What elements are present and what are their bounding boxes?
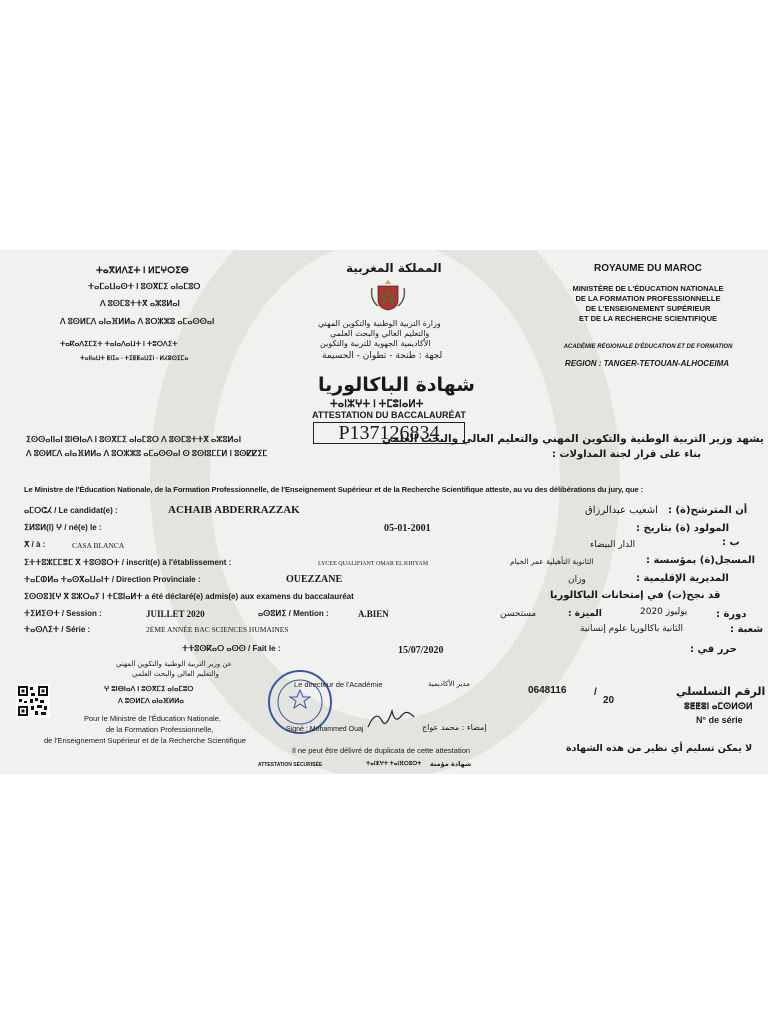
signed-ar: إمضاء : محمد عواج: [422, 723, 487, 732]
done-label-ar: حرر في :: [690, 644, 737, 655]
signed-fr: Signé : Mohammed Ouaj: [286, 726, 364, 733]
done-label-tif: ⵜⵜⵓⵙⴽⴰⵔ ⴰⵙⵙ /: [182, 644, 251, 653]
secured-tif: ⵜⴰⵏⵣⵖⵜ ⵜⴰⵏⴼⵔⵓⵔⵜ: [366, 761, 422, 767]
candidate-value: ACHAIB ABDERRAZZAK: [168, 504, 300, 516]
school-value: LYCEE QUALIFIANT OMAR EL KHIYAM: [318, 561, 429, 567]
intro-tif-l2: ⴷ ⵓⵙⵍⵎⴷ ⴰⵏⴰⴼⵍⵍⴰ ⴷ ⵓⵔⵣⵣⵓ ⴰⵎⴰⵙⵙⴰⵏ ⵙ ⵓⵙⵏⵓⵎⵎⵍ ⵏ ⵓⵙⵇⵇⵉⵎ: [26, 449, 268, 458]
candidate-label: [24, 507, 118, 515]
admitted-label-ar: قد نجح(ت) في إمتحانات الباكالوريا: [550, 590, 721, 601]
place-label-ar: ب :: [722, 537, 740, 548]
serial-label-fr: N° de série: [696, 715, 743, 725]
done-value: 15/07/2020: [398, 645, 444, 656]
mention-value: A.BIEN: [358, 609, 389, 619]
school-label: [24, 559, 231, 567]
born-label: [24, 524, 102, 532]
region-fr: REGION : TANGER-TETOUAN-ALHOCEIMA: [564, 359, 730, 368]
footer-left-ar-l2: والتعليم العالي والبحث العلمي: [132, 670, 219, 678]
academy-ar: الأكاديمية الجهوية للتربية والتكوين: [320, 339, 431, 348]
series-label-fr: Série :: [65, 625, 91, 634]
mention-value-ar: مستحسن: [500, 609, 537, 619]
ministry-ar-l1: وزارة التربية الوطنية والتكوين المهني: [318, 319, 441, 328]
footer-left-fr-l3: de l'Enseignement Supérieur et de la Recherche Scientifique: [44, 736, 246, 745]
left-tif-l4: ⴷ ⵓⵙⵍⵎⴷ ⴰⵏⴰⴼⵍⵍⴰ ⴷ ⵓⵔⵣⵣⵓ ⴰⵎⴰⵙⵙⴰⵏ: [60, 317, 215, 326]
direction-label-ar: المديرية الإقليمية :: [636, 573, 729, 584]
born-label-tif: ⵉⵍⵓⵍ(ⵏ) ⵖ /: [24, 523, 67, 532]
session-value: JUILLET 2020: [146, 609, 205, 619]
intro-ar-l1: يشهد وزير التربية الوطنية والتكوين المهني والتعليم العالي والبحث العلمي: [382, 433, 764, 445]
session-value-ar: يوليوز 2020: [640, 607, 688, 617]
candidate-label-ar: أن المترشح(ة) :: [668, 505, 748, 516]
born-value: 05-01-2001: [384, 523, 431, 534]
done-label: [182, 645, 281, 653]
intro-tif-l1: ⵉⵙⵙⴰⵏⵏⴰⵏ ⵓⵏⴱⵏⴰⴷ ⵏ ⵓⵙⴳⵎⵉ ⴰⵏⴰⵎⵓⵔ ⴷ ⵓⵙⵎⵓⵜⵜⴳ ⴰⵣⵓⵍⴰⵏ: [26, 435, 242, 444]
academy-fr: ACADÉMIE RÉGIONALE D'ÉDUCATION ET DE FORMATION: [563, 344, 733, 350]
school-value-ar: الثانوية التأهيلية عمر الخيام: [510, 557, 594, 566]
born-label-ar: المولود (ة) بتاريخ :: [636, 523, 730, 534]
school-label-ar: المسجل(ة) بمؤسسة :: [646, 555, 756, 566]
admitted-label-tif: ⵉⵙⵙⵓⴼⵖ ⴳ ⵓⵣⵔⴰⵢ ⵏ ⵜⵎⵓⵏⴰⵍⵜ: [24, 592, 143, 601]
title-tifinagh: ⵜⴰⵏⵣⵖⵜ ⵏ ⵜⵎⵓⵏⴰⵍⵜ: [330, 399, 424, 410]
admitted-label: [24, 593, 354, 601]
serial-label-tif: ⵓⵟⵟⵓⵏ ⴰⵎⵙⵍⵙⵍ: [684, 701, 753, 711]
session-label-ar: دورة :: [716, 609, 747, 620]
ministry-fr-l2: DE LA FORMATION PROFESSIONNELLE: [575, 294, 721, 303]
footer-left-tif-l1: ⵖ ⵓⵏⴱⵏⴰⴷ ⵏ ⵓⵙⴳⵎⵉ ⴰⵏⴰⵎⵓⵔ: [104, 686, 194, 693]
intro-ar-l2: بناء على قرار لجنة المداولات :: [552, 449, 702, 460]
blank-area: [0, 774, 768, 1024]
series-value-ar: الثانية باكالوريا علوم إنسانية: [580, 624, 683, 634]
series-label: [24, 626, 90, 634]
done-label-fr: Fait le :: [252, 644, 281, 653]
serial-label-ar: الرقم التسلسلي: [676, 685, 766, 698]
direction-value: OUEZZANE: [286, 574, 343, 585]
series-label-tif: ⵜⴰⵙⴷⵉⵜ /: [24, 625, 64, 634]
left-tif-l3: ⴷ ⵓⵙⵎⵓⵜⵜⴳ ⴰⵣⵓⵍⴰⵏ: [100, 299, 180, 308]
direction-label-fr: Direction Provinciale :: [116, 575, 201, 584]
mention-label-ar: الميزة :: [568, 609, 602, 619]
mention-label-tif: ⴰⵙⵓⵍⵉ /: [258, 609, 291, 618]
admitted-label-fr: a été déclaré(e) admis(e) aux examens du baccalauréat: [144, 592, 354, 601]
school-label-fr: inscrit(e) à l'établissement :: [126, 558, 232, 567]
place-label-fr: à :: [35, 540, 46, 549]
session-label-tif: ⵜⵉⵍⵉⵙⵜ /: [24, 609, 64, 618]
title-ar: شهادة الباكالوريا: [318, 374, 475, 396]
signature-icon: [366, 705, 416, 735]
ministry-fr-l3: DE L'ENSEIGNEMENT SUPÉRIEUR: [585, 304, 711, 313]
session-label-fr: Session :: [66, 609, 102, 618]
duplicate-ar: لا يمكن تسليم أي نظير من هذه الشهادة: [566, 743, 753, 754]
series-label-ar: شعبة :: [730, 624, 764, 635]
attestation-number: P137126834: [313, 422, 465, 444]
region-ar: لجهة : طنجة - تطوان - الحسيمة: [322, 351, 443, 361]
born-label-fr: né(e) le :: [68, 523, 102, 532]
place-label-tif: ⵅ /: [24, 540, 34, 549]
ministry-ar-l2: والتعليم العالي والبحث العلمي: [330, 329, 430, 338]
direction-label: [24, 576, 201, 584]
duplicate-fr: Il ne peut être délivré de duplicata de cette attestation: [292, 746, 471, 755]
mention-label: [258, 610, 329, 618]
ministry-fr-l4: ET DE LA RECHERCHE SCIENTIFIQUE: [578, 314, 718, 323]
kingdom-fr: ROYAUME DU MAROC: [594, 263, 702, 274]
serial-slash: /: [594, 687, 597, 698]
session-label: [24, 610, 102, 618]
candidate-value-ar: اشعيب عبدالرزاق: [585, 505, 658, 516]
secured-fr: ATTESTATION SÉCURISÉE: [258, 762, 323, 768]
secured-ar: شهادة مؤمنة: [430, 760, 472, 768]
serial-value: 0648116: [528, 685, 567, 696]
mention-label-fr: Mention :: [293, 609, 329, 618]
footer-left-tif-l2: ⴷ ⵓⵙⵍⵎⴷ ⴰⵏⴰⴼⵍⵍⴰ: [118, 698, 184, 705]
footer-left-fr-l1: Pour le Ministre de l'Éducation Nationale,: [84, 714, 221, 723]
left-tif-l1: ⵜⴰⴳⵍⴷⵉⵜ ⵏ ⵍⵎⵖⵔⵉⴱ: [96, 265, 189, 275]
place-value: CASA BLANCA: [72, 541, 125, 550]
attestation-sheet: [0, 250, 768, 774]
direction-label-tif: ⵜⴰⵎⵀⵍⴰ ⵜⴰⵙⴳⴰⵡⴰⵏⵜ /: [24, 575, 114, 584]
ministry-fr-l1: MINISTÈRE DE L'ÉDUCATION NATIONALE: [572, 284, 724, 293]
left-tif-l6: ⵜⴰⵏⵏⴰⵡⵜ ⵟⵏⵊⴰ - ⵜⵉⵟⵟⴰⵡⵉⵏ - ⵍⵃⵓⵙⵉⵎⴰ: [80, 356, 189, 362]
school-label-tif: ⵉⵜⵜⵓⵣⵎⵎⴻⵎ ⴳ ⵜⵓⵙⵓⵔⵜ /: [24, 558, 125, 567]
series-value: 2ÈME ANNÉE BAC SCIENCES HUMAINES: [146, 625, 289, 634]
royal-emblem-icon: [370, 278, 406, 312]
director-fr: Le directeur de l'Académie: [294, 680, 383, 689]
qr-code-icon: [16, 684, 50, 718]
left-tif-l5: ⵜⴰⴽⴰⴷⵉⵎⵉⵜ ⵜⴰⵏⴰⴷⴰⵡⵜ ⵏ ⵜⵓⵔⴷⵉⵜ: [60, 341, 178, 348]
place-value-ar: الدار البيضاء: [590, 540, 636, 550]
candidate-label-tif: ⴰⵎⵔⵛⵃ /: [24, 506, 57, 515]
intro-fr: Le Ministre de l'Éducation Nationale, de la Formation Professionnelle, de l'Enseignement Supérieur et de la Recherche Scientifique atteste, au vu des délibérations du jury, que :: [24, 485, 644, 494]
candidate-label-fr: Le candidat(e) :: [58, 506, 118, 515]
title-fr: ATTESTATION DU BACCALAURÉAT: [312, 410, 466, 420]
place-label: [24, 541, 45, 549]
kingdom-ar: المملكة المغربية: [346, 261, 442, 275]
serial-suffix: 20: [603, 695, 615, 706]
footer-left-fr-l2: de la Formation Professionnelle,: [106, 725, 214, 734]
direction-value-ar: وزان: [568, 575, 586, 585]
footer-left-ar-l1: عن وزير التربية الوطنية والتكوين المهني: [116, 660, 232, 668]
director-ar: مدير الأكاديمية: [428, 680, 470, 688]
left-tif-l2: ⵜⴰⵎⴰⵡⴰⵙⵜ ⵏ ⵓⵙⴳⵎⵉ ⴰⵏⴰⵎⵓⵔ: [88, 282, 201, 291]
